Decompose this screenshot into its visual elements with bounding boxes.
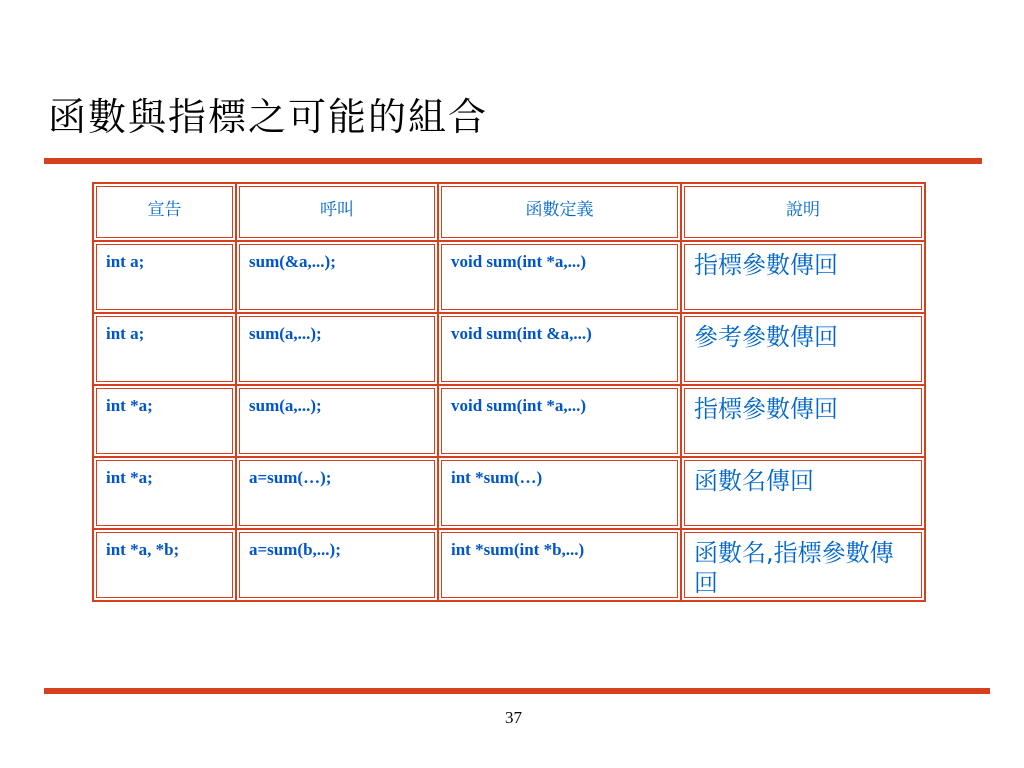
declaration-cell: int *a; bbox=[93, 385, 236, 457]
call-cell: a=sum(…); bbox=[236, 457, 438, 529]
declaration-cell: int a; bbox=[93, 241, 236, 313]
description-cell: 指標參數傳回 bbox=[681, 385, 925, 457]
table-row bbox=[93, 385, 925, 457]
slide-title: 函數與指標之可能的組合 bbox=[48, 95, 489, 139]
description-cell: 指標參數傳回 bbox=[681, 241, 925, 313]
call-cell: sum(&a,...); bbox=[236, 241, 438, 313]
header-cell-description: 說明 bbox=[681, 183, 925, 241]
table-row bbox=[93, 457, 925, 529]
header-cell-call: 呼叫 bbox=[236, 183, 438, 241]
definition-cell: int *sum(int *b,...) bbox=[438, 529, 681, 601]
declaration-cell: int *a; bbox=[93, 457, 236, 529]
description-cell: 參考參數傳回 bbox=[681, 313, 925, 385]
declaration-cell: int *a, *b; bbox=[93, 529, 236, 601]
call-cell: sum(a,...); bbox=[236, 385, 438, 457]
definition-cell: int *sum(…) bbox=[438, 457, 681, 529]
table-row bbox=[93, 529, 925, 601]
footer-divider bbox=[44, 688, 990, 694]
definition-cell: void sum(int *a,...) bbox=[438, 241, 681, 313]
description-cell: 函數名,指標參數傳回 bbox=[681, 529, 925, 601]
call-cell: a=sum(b,...); bbox=[236, 529, 438, 601]
definition-cell: void sum(int &a,...) bbox=[438, 313, 681, 385]
header-cell-definition: 函數定義 bbox=[438, 183, 681, 241]
table-row bbox=[93, 241, 925, 313]
call-cell: sum(a,...); bbox=[236, 313, 438, 385]
table-header-row bbox=[93, 183, 925, 241]
header-cell-declaration: 宣告 bbox=[93, 183, 236, 241]
page-number: 37 bbox=[505, 708, 522, 727]
comparison-table bbox=[92, 182, 924, 597]
description-cell: 函數名傳回 bbox=[681, 457, 925, 529]
title-divider bbox=[44, 158, 982, 164]
definition-cell: void sum(int *a,...) bbox=[438, 385, 681, 457]
table-row bbox=[93, 313, 925, 385]
declaration-cell: int a; bbox=[93, 313, 236, 385]
